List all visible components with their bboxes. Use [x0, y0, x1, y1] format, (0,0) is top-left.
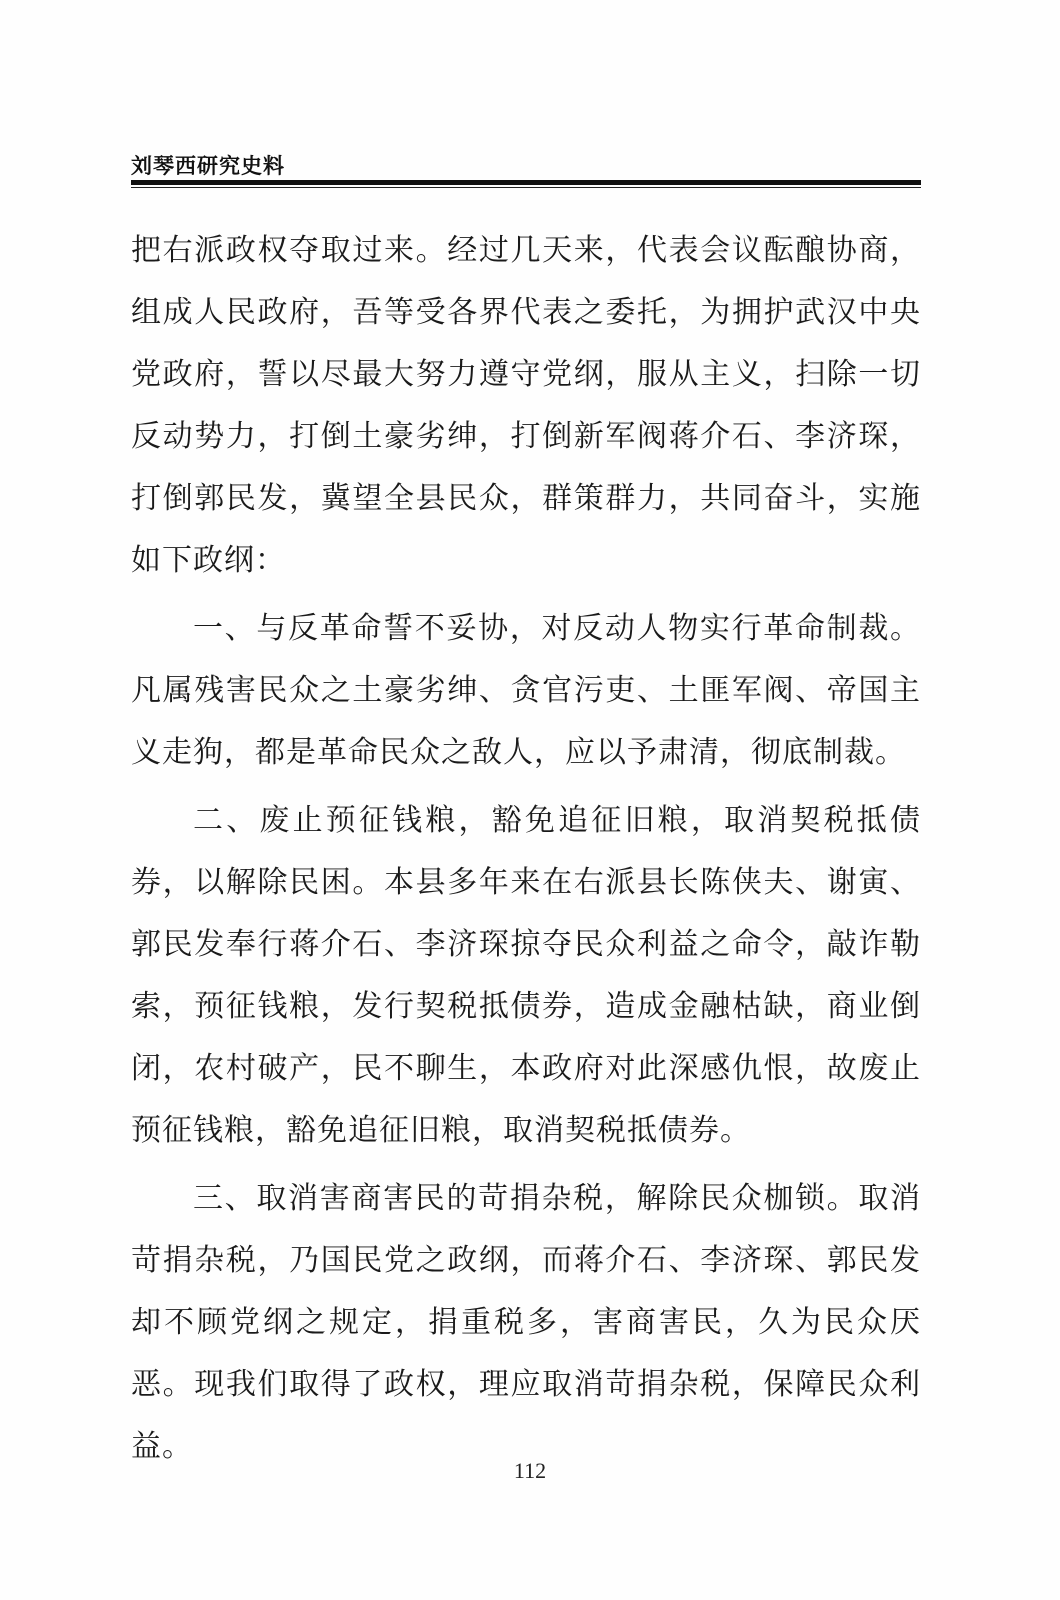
page-number: 112 [513, 1458, 547, 1483]
paragraph-continued: 把右派政权夺取过来。经过几天来，代表会议酝酿协商，组成人民政府，吾等受各界代表之委托，为拥护武汉中央党政府，誓以尽最大努力遵守党纲，服从主义，扫除一切反动势力，打倒土豪劣绅，打倒新军阀蒋介石、李济琛，打倒郭民发，冀望全县民众，群策群力，共同奋斗，实施如下政纲： [131, 233, 921, 578]
header-rule-thin [131, 187, 921, 188]
body-text [131, 220, 921, 1478]
header-rule-thick [131, 180, 921, 185]
paragraph-item-1: 一、与反革命誓不妥协，对反动人物实行革命制裁。凡属残害民众之土豪劣绅、贪官污吏、土匪军阀、帝国主义走狗，都是革命民众之敌人，应以予肃清，彻底制裁。 [131, 611, 921, 770]
paragraph-item-3: 三、取消害商害民的苛捐杂税，解除民众枷锁。取消苛捐杂税，乃国民党之政纲，而蒋介石、李济琛、郭民发却不顾党纲之规定，捐重税多，害商害民，久为民众厌恶。现我们取得了政权，理应取消苛捐杂税，保障民众利益。 [131, 1181, 921, 1464]
running-head: 刘琴西研究史料 [131, 154, 285, 178]
paragraph-item-2: 二、废止预征钱粮，豁免追征旧粮，取消契税抵债券，以解除民困。本县多年来在右派县长陈侠夫、谢寅、郭民发奉行蒋介石、李济琛掠夺民众利益之命令，敲诈勒索，预征钱粮，发行契税抵债券，造成金融枯缺，商业倒闭，农村破产，民不聊生，本政府对此深感仇恨，故废止预征钱粮，豁免追征旧粮，取消契税抵债券。 [131, 803, 921, 1148]
